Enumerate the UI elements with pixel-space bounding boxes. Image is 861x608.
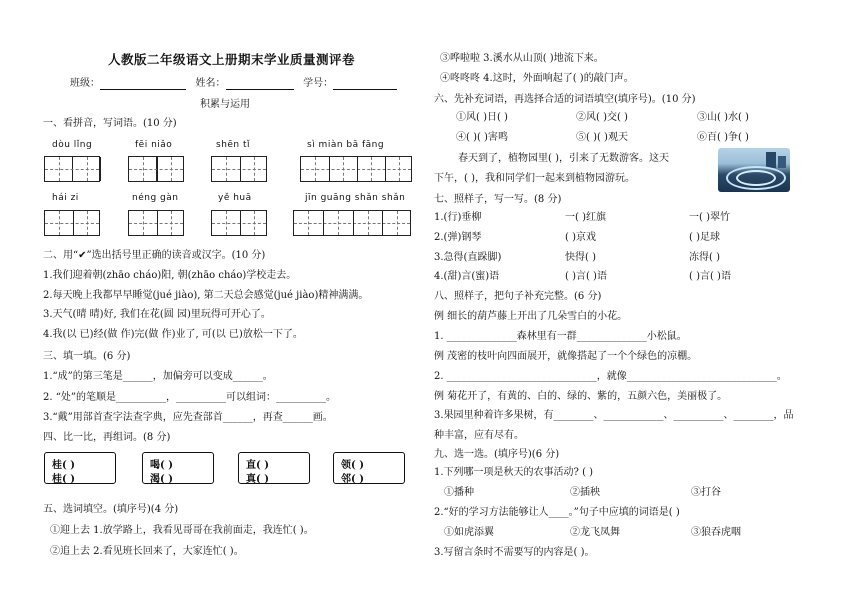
s5-item: ④咚咚咚 4.这时，外面响起了( )的敲门声。 [440, 73, 634, 84]
s2-item: 1.我们迎着朝(zhāo cháo)阳, 朝(zhāo cháo)学校走去。 [43, 270, 297, 281]
s8-line: 1. ______________森林里有一群______________小松鼠。 [434, 331, 687, 342]
s2-item: 3.天气(晴 晴)好, 我们在花(圆 园)里玩得可开心了。 [43, 309, 271, 320]
student-info [70, 77, 397, 90]
s7-heading: 七、照样子，写一写。(8 分) [434, 194, 562, 205]
class-label: 班级： [70, 78, 100, 89]
pinyin-6: néng gàn [132, 193, 179, 203]
compare-word[interactable]: 直( ) [246, 460, 269, 471]
s7-cell: ( )京戏 [565, 232, 596, 243]
idiom-item: ③山( )水( ) [697, 112, 749, 123]
s9-option[interactable]: ③狼吞虎咽 [691, 527, 741, 538]
s7-cell: 1.(行)垂柳 [434, 212, 482, 223]
compare-box [333, 452, 405, 484]
s7-cell: 快得( ) [565, 252, 596, 263]
s7-cell: 4.(甜)言(蜜)语 [434, 271, 500, 282]
compare-box [142, 452, 214, 484]
pinyin-8: jīn guāng shǎn shǎn [305, 193, 406, 203]
writing-grid[interactable] [211, 210, 267, 236]
compare-word[interactable]: 真( ) [246, 474, 269, 485]
s8-line: 例 菊花开了，有黄的、白的、绿的、紫的，五颜六色，美丽极了。 [434, 391, 728, 402]
name-label: 姓名： [195, 78, 226, 89]
id-field[interactable] [333, 79, 397, 90]
s8-line: 2. ______________________________，就像______________________________。 [434, 371, 787, 382]
s4-heading: 四、比一比，再组词。(8 分) [43, 432, 171, 443]
s7-cell: 3.急得(直跺脚) [434, 252, 502, 263]
s7-cell: 2.(弹)钢琴 [434, 232, 482, 243]
s5-item: ③哗啦啦 3.溪水从山顶( )地流下来。 [440, 53, 604, 64]
section-subtitle: 积累与运用 [200, 99, 250, 110]
writing-grid[interactable] [300, 156, 412, 182]
s3-item: 2. “处”的笔顺是__________，__________可以组词：__________。 [43, 392, 336, 403]
s3-heading: 三、填一填。(6 分) [43, 351, 131, 362]
writing-grid[interactable] [128, 156, 184, 182]
s3-item: 3.“戴”用部首查字法查字典，应先查部首______，再查______画。 [43, 412, 333, 423]
idiom-item: ⑤( )( )观天 [576, 132, 628, 143]
s8-line: 例 细长的葫芦藤上开出了几朵雪白的小花。 [434, 311, 628, 322]
compare-word[interactable]: 桂( ) [52, 460, 75, 471]
s6-paragraph: 下午，( )，我和同学们一起来到植物园游玩。 [434, 173, 635, 184]
s7-cell: ( )言( )语 [689, 271, 731, 282]
s8-heading: 八、照样子，把句子补充完整。(6 分) [434, 291, 602, 302]
exam-title: 人教版二年级语文上册期末学业质量测评卷 [108, 52, 356, 67]
compare-word[interactable]: 领( ) [341, 460, 364, 471]
s7-cell: 冻得( ) [689, 252, 720, 263]
s8-line: 例 茂密的枝叶向四面展开，就像搭起了一个个绿色的凉棚。 [434, 351, 698, 362]
plant-garden-image [718, 148, 790, 192]
s7-cell: 一( )红旗 [565, 212, 606, 223]
s7-cell: 一( )翠竹 [689, 212, 730, 223]
s9-option[interactable]: ③打谷 [691, 487, 721, 498]
s8-line: 3.果园里种着许多果树，有________、____________、__________、________，品 [434, 410, 794, 421]
compare-word[interactable]: 桂( ) [52, 474, 75, 485]
s3-item: 1.“成”的第三笔是______，加偏旁可以变成______。 [43, 371, 273, 382]
compare-box [238, 452, 310, 484]
compare-word[interactable]: 邻( ) [341, 474, 364, 485]
pinyin-7: yě huā [218, 193, 252, 203]
s9-question: 1.下列哪一项是秋天的农事活动? ( ) [434, 467, 594, 478]
pinyin-3: shēn tǐ [216, 140, 251, 150]
s6-paragraph: 春天到了，植物园里( )，引来了无数游客。这天 [458, 153, 669, 164]
writing-grid[interactable] [44, 156, 100, 182]
s5-item: ①迎上去 1.放学路上，我看见哥哥在我前面走，我连忙( )。 [50, 525, 314, 536]
compare-word[interactable]: 喝( ) [150, 460, 173, 471]
s9-option[interactable]: ①播种 [444, 487, 474, 498]
s9-option[interactable]: ②龙飞凤舞 [570, 527, 620, 538]
idiom-item: ①风( )日( ) [456, 112, 508, 123]
compare-word[interactable]: 渴( ) [150, 474, 173, 485]
s8-line: 种丰富，应有尽有。 [434, 430, 524, 441]
s9-option[interactable]: ②插秧 [570, 487, 600, 498]
compare-box [44, 452, 116, 484]
writing-grid[interactable] [211, 156, 267, 182]
s9-question: 3.写留言条时不需要写的内容是( )。 [434, 547, 595, 558]
s2-item: 4.我(以 已)经(做 作)完(做 作)业了, 可(以 已)放松一下了。 [43, 329, 303, 340]
writing-grid[interactable] [293, 210, 411, 236]
pinyin-2: fēi niǎo [135, 140, 173, 150]
s2-item: 2.每天晚上我都早早睡觉(jué jiào), 第二天总会感觉(jué jiào)精神满满。 [43, 290, 369, 301]
s7-cell: ( )足球 [689, 232, 720, 243]
idiom-item: ②风( )交( ) [576, 112, 628, 123]
s9-question: 2.“好的学习方法能够让人____。”句子中应填的词语是( ) [434, 507, 680, 518]
idiom-item: ⑥百( )争( ) [697, 132, 749, 143]
s9-option[interactable]: ①如虎添翼 [444, 527, 494, 538]
pinyin-1: dòu lǐng [52, 140, 93, 150]
pinyin-4: sì miàn bā fāng [307, 140, 385, 150]
writing-grid[interactable] [128, 210, 184, 236]
writing-grid[interactable] [44, 210, 100, 236]
s1-heading: 一、看拼音，写词语。(10 分) [43, 118, 177, 129]
s5-heading: 五、选词填空。(填序号)(4 分) [43, 504, 179, 515]
id-label: 学号： [303, 78, 334, 89]
s6-heading: 六、先补充词语，再选择合适的词语填空(填序号)。(10 分) [434, 94, 696, 105]
s9-heading: 九、选一选。(填序号)(6 分) [434, 449, 560, 460]
name-field[interactable] [226, 79, 294, 90]
idiom-item: ④( )( )害鸣 [456, 132, 508, 143]
s2-heading: 二、用“✔”选出括号里正确的读音或汉字。(10 分) [43, 250, 266, 261]
s5-item: ②追上去 2.看见班长回来了，大家连忙( )。 [50, 546, 244, 557]
pinyin-5: hái zi [52, 193, 79, 203]
s7-cell: ( )言( )语 [565, 271, 607, 282]
class-field[interactable] [100, 79, 186, 90]
